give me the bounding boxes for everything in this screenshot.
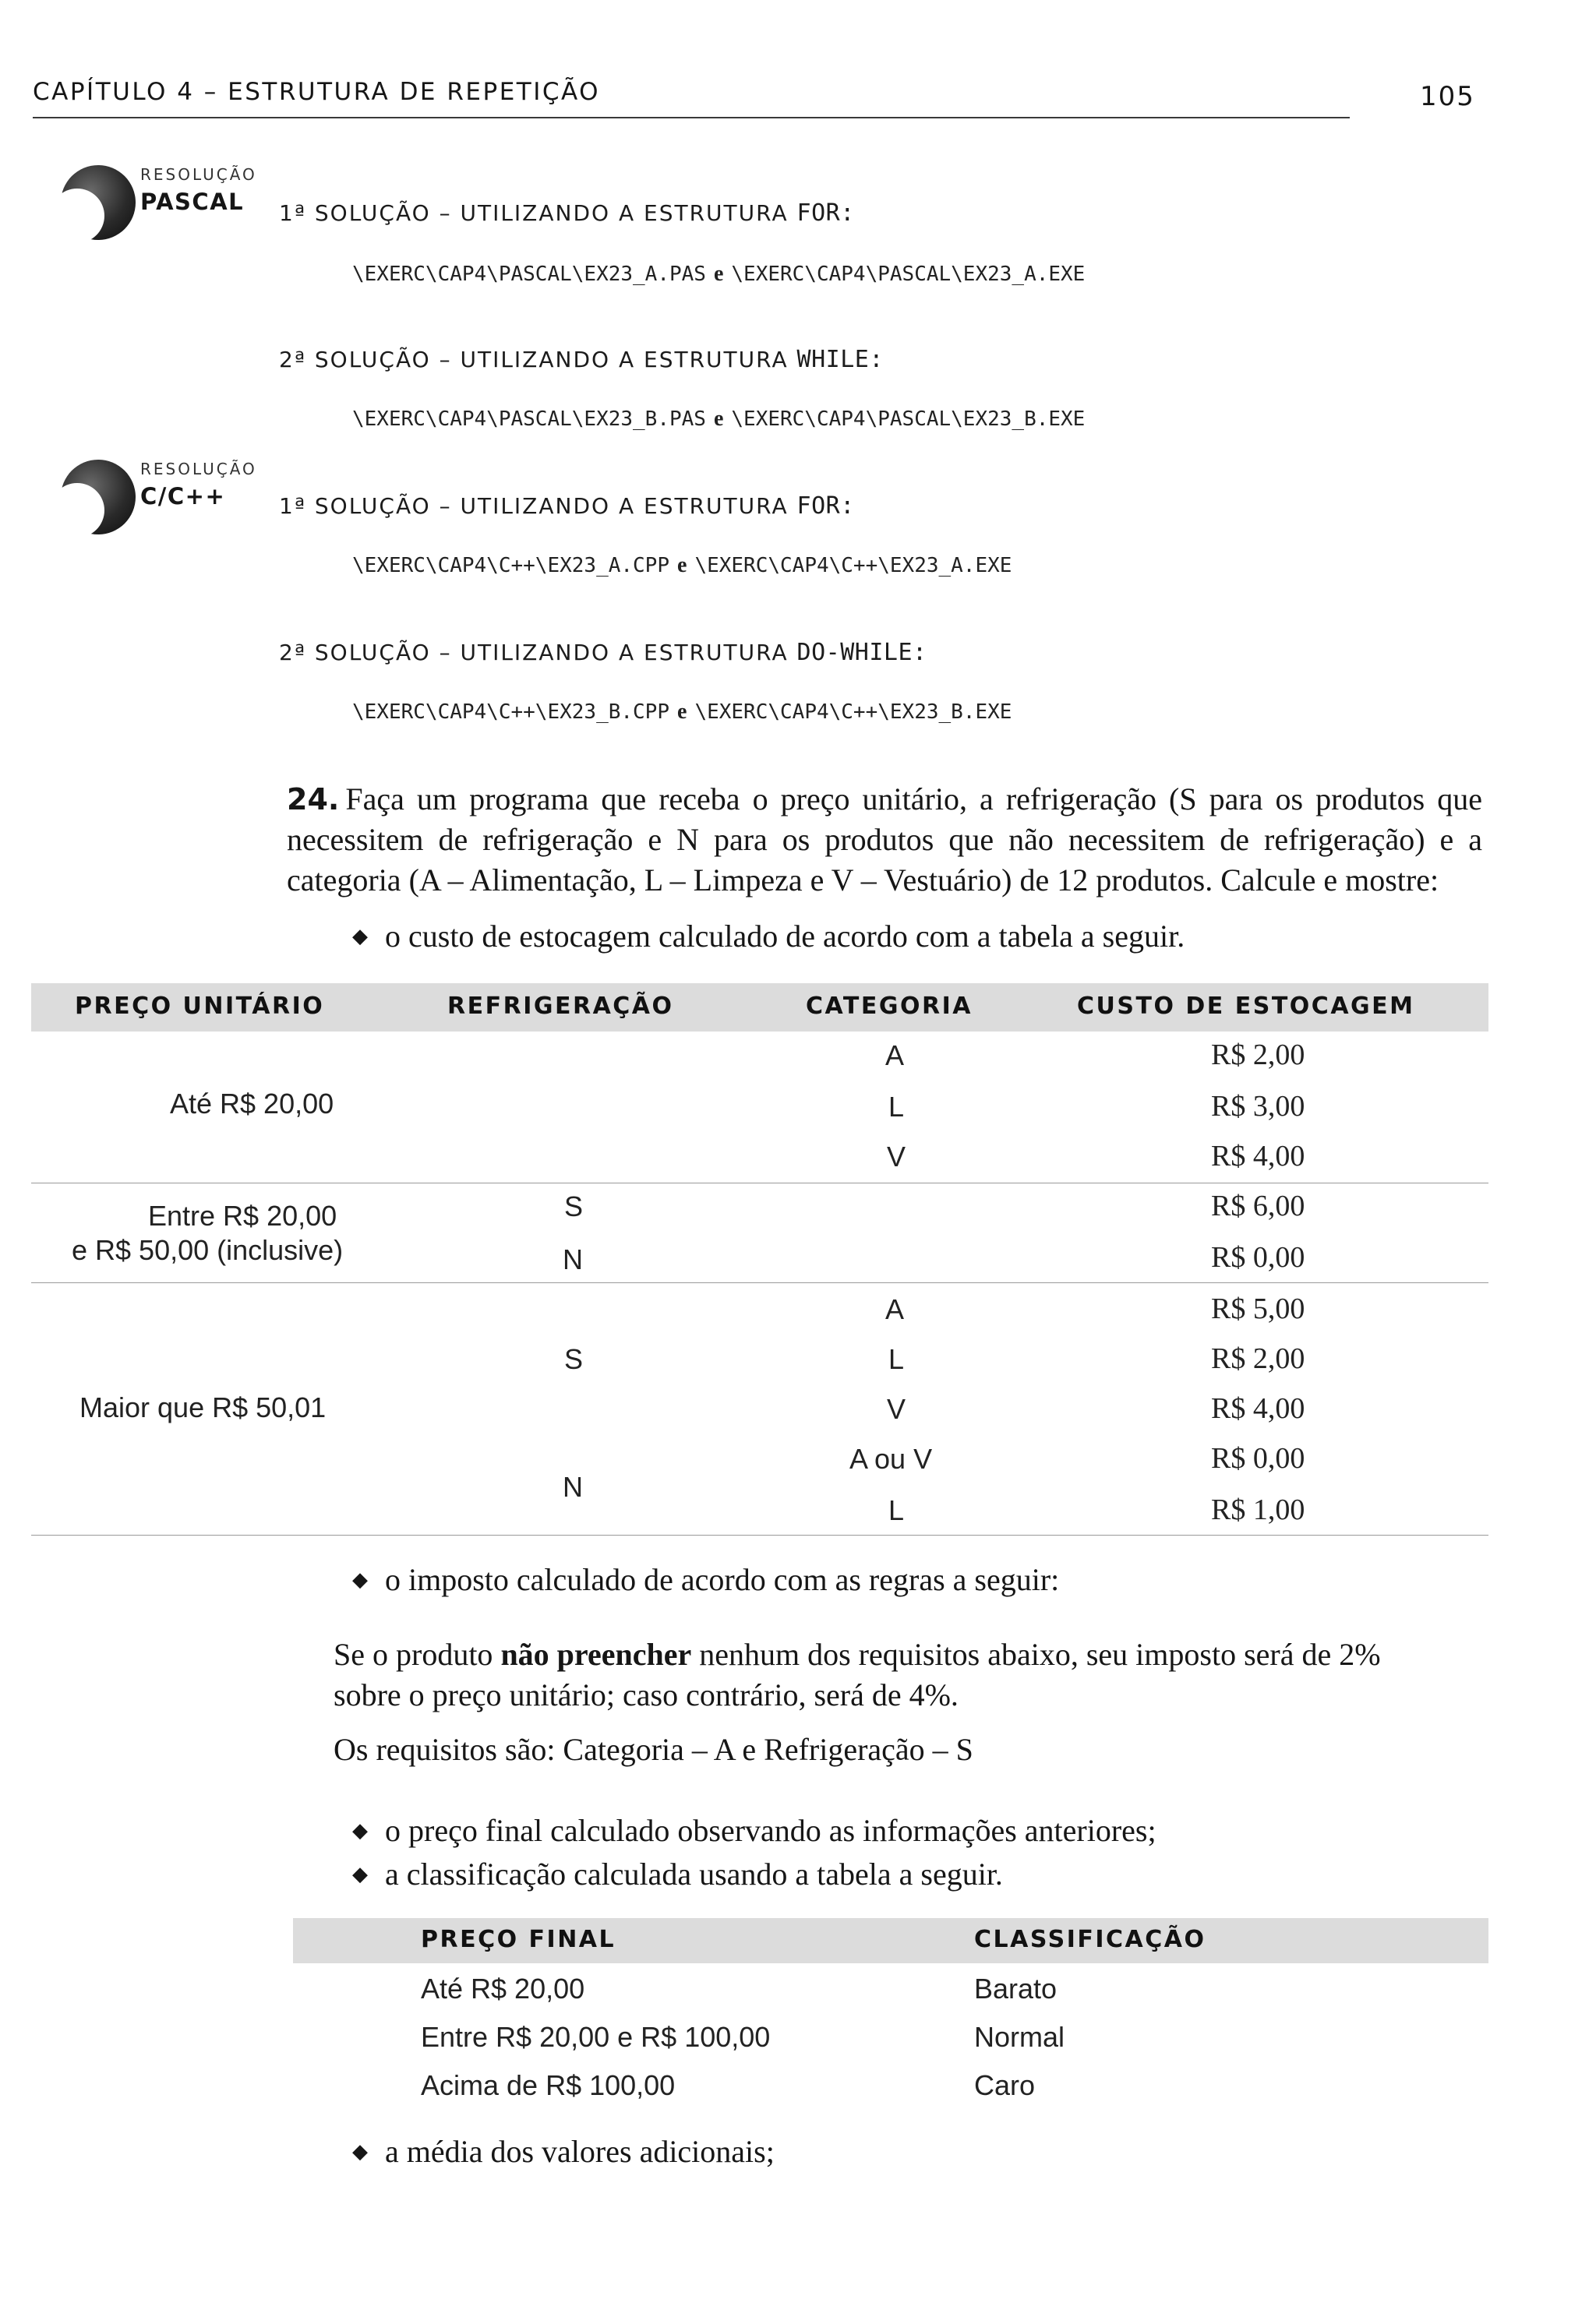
category-cell: V — [887, 1141, 906, 1173]
resolution-badge-pascal — [47, 165, 265, 274]
category-cell: L — [888, 1091, 905, 1123]
exercise-number: 24. — [287, 782, 340, 816]
bullet-item: ◆ a média dos valores adicionais; — [352, 2134, 775, 2169]
column-header: CUSTO DE ESTOCAGEM — [1077, 993, 1415, 1020]
resolution-caption: RESOLUÇÃO — [140, 165, 257, 184]
diamond-bullet-icon: ◆ — [352, 2140, 368, 2163]
file-path-line: \EXERC\CAP4\PASCAL\EX23_B.PAS e \EXERC\CAP4\PASCAL\EX23_B.EXE — [352, 407, 1086, 431]
file-path-line: \EXERC\CAP4\C++\EX23_A.CPP e \EXERC\CAP4\C++\EX23_A.EXE — [352, 553, 1012, 577]
group-divider — [31, 1282, 1488, 1283]
refrigeration-cell: N — [563, 1243, 583, 1275]
page-number: 105 — [1420, 81, 1475, 112]
bullet-item: ◆ o custo de estocagem calculado de acordo com a tabela a seguir. — [352, 919, 1185, 954]
column-header: CATEGORIA — [806, 993, 973, 1020]
table-bottom-rule — [31, 1535, 1488, 1536]
category-cell: L — [888, 1494, 905, 1526]
refrigeration-cell: N — [563, 1471, 583, 1503]
column-header: REFRIGERAÇÃO — [447, 993, 674, 1020]
final-price-cell: Entre R$ 20,00 e R$ 100,00 — [421, 2021, 771, 2053]
column-header: CLASSIFICAÇÃO — [974, 1926, 1206, 1953]
price-cell: Entre R$ 20,00 — [148, 1200, 337, 1232]
solution-heading: 2ª SOLUÇÃO – UTILIZANDO A ESTRUTURA WHILE: — [279, 346, 884, 373]
cost-cell: R$ 2,00 — [1211, 1342, 1305, 1375]
refrigeration-cell: S — [564, 1343, 584, 1375]
category-cell: A — [885, 1039, 905, 1071]
classification-cell: Caro — [974, 2069, 1036, 2101]
bullet-item: ◆ o imposto calculado de acordo com as regras a seguir: — [352, 1562, 1060, 1597]
bullet-item: ◆ a classificação calculada usando a tabela a seguir. — [352, 1857, 1003, 1892]
diamond-bullet-icon: ◆ — [352, 925, 368, 947]
category-cell: A — [885, 1293, 905, 1325]
chapter-title: CAPÍTULO 4 – ESTRUTURA DE REPETIÇÃO — [33, 78, 601, 106]
refrigeration-cell: S — [564, 1190, 584, 1222]
diamond-bullet-icon: ◆ — [352, 1863, 368, 1885]
final-price-cell: Até R$ 20,00 — [421, 1973, 585, 2005]
cost-cell: R$ 4,00 — [1211, 1392, 1305, 1425]
cost-cell: R$ 3,00 — [1211, 1090, 1305, 1123]
cost-cell: R$ 0,00 — [1211, 1442, 1305, 1475]
diamond-bullet-icon: ◆ — [352, 1568, 368, 1591]
resolution-language: PASCAL — [140, 189, 245, 215]
classification-cell: Normal — [974, 2021, 1065, 2053]
cost-cell: R$ 2,00 — [1211, 1039, 1305, 1071]
solution-heading: 2ª SOLUÇÃO – UTILIZANDO A ESTRUTURA DO-WHILE: — [279, 639, 927, 666]
resolution-language: C/C++ — [140, 483, 226, 510]
bullet-item: ◆ o preço final calculado observando as informações anteriores; — [352, 1813, 1156, 1848]
column-header: PREÇO UNITÁRIO — [75, 993, 325, 1020]
category-cell: V — [887, 1393, 906, 1425]
solution-heading: 1ª SOLUÇÃO – UTILIZANDO A ESTRUTURA FOR: — [279, 199, 855, 227]
price-cell: Maior que R$ 50,01 — [79, 1391, 327, 1423]
final-price-cell: Acima de R$ 100,00 — [421, 2069, 676, 2101]
cost-cell: R$ 1,00 — [1211, 1493, 1305, 1526]
resolution-badge-cpp — [47, 460, 265, 569]
column-header: PREÇO FINAL — [421, 1926, 616, 1953]
solution-heading: 1ª SOLUÇÃO – UTILIZANDO A ESTRUTURA FOR: — [279, 492, 855, 520]
category-cell: L — [888, 1343, 905, 1375]
cost-cell: R$ 6,00 — [1211, 1190, 1305, 1222]
resolution-caption: RESOLUÇÃO — [140, 460, 257, 478]
classification-cell: Barato — [974, 1973, 1058, 2005]
cost-cell: R$ 4,00 — [1211, 1140, 1305, 1173]
tax-rule-paragraph: Se o produto não preencher nenhum dos requisitos abaixo, seu imposto será de 2% sobre o preço unitário; caso contrário, será de 4%. — [334, 1637, 1381, 1712]
price-cell: e R$ 50,00 (inclusive) — [72, 1234, 344, 1266]
category-cell: A ou V — [849, 1443, 933, 1475]
cost-cell: R$ 0,00 — [1211, 1241, 1305, 1274]
exercise-statement: 24. Faça um programa que receba o preço unitário, a refrigeração (S para os produtos que necessitem de refrigeração e N para os produtos que não necessitem de refrigeração) e a categoria (A – Alimentação, L – Limpeza e V – Vestuário) de 12 produtos. Calcule e mostre: — [287, 781, 1482, 898]
price-cell: Até R$ 20,00 — [170, 1088, 334, 1120]
header-rule — [33, 117, 1350, 118]
cost-cell: R$ 5,00 — [1211, 1292, 1305, 1325]
file-path-line: \EXERC\CAP4\PASCAL\EX23_A.PAS e \EXERC\CAP4\PASCAL\EX23_A.EXE — [352, 262, 1086, 286]
diamond-bullet-icon: ◆ — [352, 1819, 368, 1842]
file-path-line: \EXERC\CAP4\C++\EX23_B.CPP e \EXERC\CAP4\C++\EX23_B.EXE — [352, 700, 1012, 724]
requirements-line: Os requisitos são: Categoria – A e Refrigeração – S — [334, 1732, 973, 1767]
